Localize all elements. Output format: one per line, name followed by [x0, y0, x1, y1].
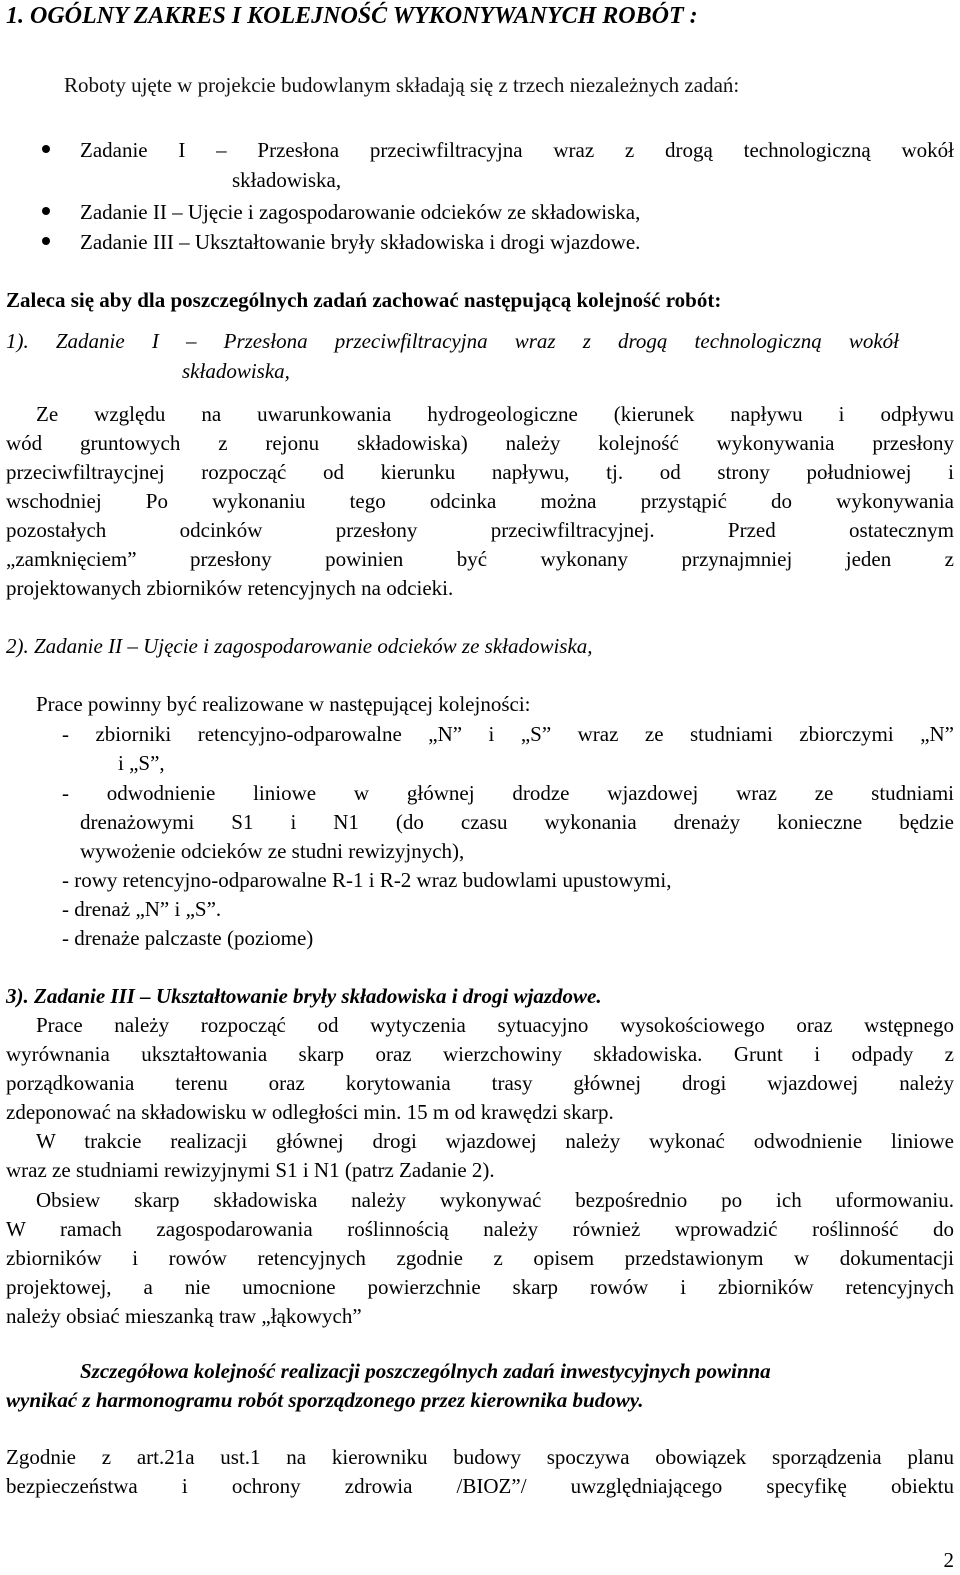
task2-item-cont: wywożenie odcieków ze studni rewizyjnych), — [80, 839, 465, 863]
task2-item: - rowy retencyjno-odparowalne R-1 i R-2 wraz budowlami upustowymi, — [62, 868, 672, 892]
page-number: 2 — [943, 1548, 954, 1572]
bullet-item-2: Zadanie II – Ujęcie i zagospodarowanie odcieków ze składowiska, — [80, 200, 641, 224]
task2-item: - zbiorniki retencyjno-odparowalne „N” i „S” wraz ze studniami zbiorczymi „N” — [62, 722, 954, 746]
closing-line: bezpieczeństwa i ochrony zdrowia /BIOZ”/ uwzględniającego specyfikę obiektu — [6, 1474, 954, 1498]
task3-line: porządkowania terenu oraz korytowania trasy głównej drogi wjazdowej należy — [6, 1071, 954, 1095]
task1-line: Ze względu na uwarunkowania hydrogeologiczne (kierunek napływu i odpływu — [36, 402, 954, 426]
task3-line: należy obsiać mieszanką traw „łąkowych” — [6, 1304, 362, 1328]
task1-title: 1). Zadanie I – Przesłona przeciwfiltracyjna wraz z drogą technologiczną wokół — [6, 329, 899, 353]
task2-item-cont: drenażowymi S1 i N1 (do czasu wykonania drenaży konieczne będzie — [80, 810, 954, 834]
detail-note-cont: wynikać z harmonogramu robót sporządzonego przez kierownika budowy. — [6, 1388, 644, 1412]
closing-line: Zgodnie z art.21a ust.1 na kierowniku budowy spoczywa obowiązek sporządzenia planu — [6, 1445, 954, 1469]
bullet-dot — [42, 237, 50, 245]
task3-line: wyrównania ukształtowania skarp oraz wierzchowiny składowiska. Grunt i odpady z — [6, 1042, 954, 1066]
task1-line: „zamknięciem” przesłony powinien być wykonany przynajmniej jeden z — [6, 547, 954, 571]
task1-title-cont: składowiska, — [182, 359, 290, 383]
task1-line: przeciwfiltraycjnej rozpocząć od kierunku napływu, tj. od strony południowej i — [6, 460, 954, 484]
task1-line: pozostałych odcinków przesłony przeciwfiltracyjnej. Przed ostatecznym — [6, 518, 954, 542]
task1-line: wód gruntowych z rejonu składowiska) należy kolejność wykonywania przesłony — [6, 431, 954, 455]
task3-line: W ramach zagospodarowania roślinnością należy również wprowadzić roślinność do — [6, 1217, 954, 1241]
bullet-item-1-cont: składowiska, — [232, 168, 342, 192]
task1-line: wschodniej Po wykonaniu tego odcinka można przystąpić do wykonywania — [6, 489, 954, 513]
bullet-item-3: Zadanie III – Ukształtowanie bryły składowiska i drogi wjazdowe. — [80, 230, 641, 254]
bullet-dot — [42, 145, 50, 153]
task3-line: zdeponować na składowisku w odległości min. 15 m od krawędzi skarp. — [6, 1100, 614, 1124]
task2-item: - odwodnienie liniowe w głównej drodze wjazdowej wraz ze studniami — [62, 781, 954, 805]
task2-title: 2). Zadanie II – Ujęcie i zagospodarowanie odcieków ze składowiska, — [6, 634, 593, 658]
bullet-item-1: Zadanie I – Przesłona przeciwfiltracyjna wraz z drogą technologiczną wokół — [80, 138, 954, 162]
task3-line: wraz ze studniami rewizyjnymi S1 i N1 (patrz Zadanie 2). — [6, 1158, 495, 1182]
detail-note: Szczegółowa kolejność realizacji poszczególnych zadań inwestycyjnych powinna — [80, 1359, 771, 1383]
intro-text: Roboty ujęte w projekcie budowlanym składają się z trzech niezależnych zadań: — [64, 73, 740, 97]
recommendation-heading: Zaleca się aby dla poszczególnych zadań zachować następującą kolejność robót: — [6, 288, 722, 312]
task2-item-cont: i „S”, — [118, 751, 165, 775]
task2-item: - drenaż „N” i „S”. — [62, 897, 222, 921]
task3-line: zbiorników i rowów retencyjnych zgodnie z opisem przedstawionym w dokumentacji — [6, 1246, 954, 1270]
task3-line: W trakcie realizacji głównej drogi wjazdowej należy wykonać odwodnienie liniowe — [36, 1129, 954, 1153]
bullet-dot — [42, 207, 50, 215]
task1-line: projektowanych zbiorników retencyjnych na odcieki. — [6, 576, 454, 600]
task3-title: 3). Zadanie III – Ukształtowanie bryły składowiska i drogi wjazdowe. — [6, 984, 602, 1008]
task2-item: - drenaże palczaste (poziome) — [62, 926, 314, 950]
task3-line: projektowej, a nie umocnione powierzchnie skarp rowów i zbiorników retencyjnych — [6, 1275, 954, 1299]
task3-line: Obsiew skarp składowiska należy wykonywać bezpośrednio po ich uformowaniu. — [36, 1188, 954, 1212]
task3-line: Prace należy rozpocząć od wytyczenia sytuacyjno wysokościowego oraz wstępnego — [36, 1013, 954, 1037]
task2-intro: Prace powinny być realizowane w następującej kolejności: — [36, 692, 531, 716]
section-heading: 1. OGÓLNY ZAKRES I KOLEJNOŚĆ WYKONYWANYCH ROBÓT : — [6, 3, 698, 29]
